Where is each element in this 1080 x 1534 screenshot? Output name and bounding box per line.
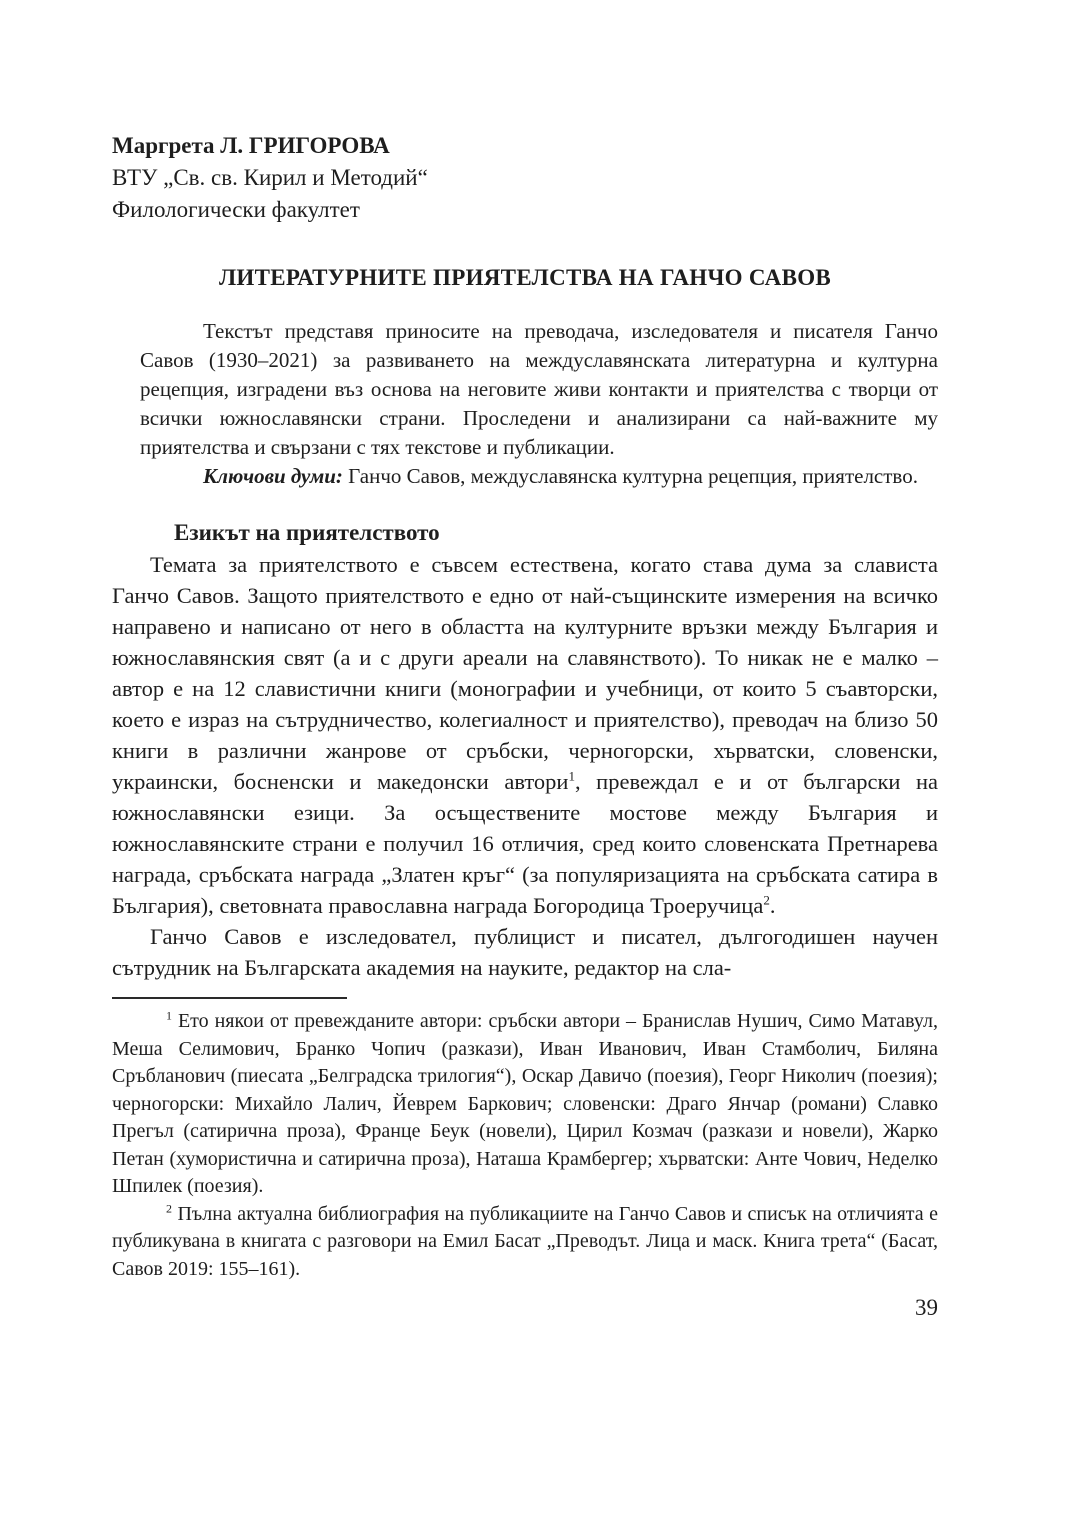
footnote-1-text: Ето някои от превежданите автори: сръбски автори – Бранислав Нушич, Симо Матавул, Меша Селимович, Бранко Чопич (разкази), Иван Иванович, Иван Стамболич, Биляна Сръбланович (пиесата „Белградска трилогия“), Оскар Давичо (поезия), Георг Николич (поезия); черногорски: Михайло Лалич, Йеврем Баркович; словенски: Драго Янчар (романи) Славко Прегъл (сатирична проза), Франце Беук (новели), Цирил Козмач (разкази и новели), Жарко Петан (хумористична и сатирична проза), Наташа Крамбергер; хърватски: Анте Чович, Неделко Шпилек (поезия). <box>112 1010 938 1197</box>
section-heading: Езикът на приятелството <box>174 520 440 545</box>
footnote-ref-1: 1 <box>568 768 576 784</box>
abstract-block <box>140 317 938 491</box>
keywords-text: Ганчо Савов, междуславянска културна рецепция, приятелство. <box>342 464 918 488</box>
keywords-label: Ключови думи: <box>203 464 343 488</box>
author-name: Маргрета Л. ГРИГОРОВА <box>112 133 390 158</box>
paragraph-text: , превеждал е и от български на южнославянски езици. За осъществените мостове между България и южнославянските страни е получил 16 отличия, сред които словенската Претнарева награда, сръбската награда „Златен кръг“ (за популяризацията на сръбската сатира в България), световната православна награда Богородица Троеручица <box>112 769 938 918</box>
page-number: 39 <box>915 1295 938 1320</box>
paragraph-text: Темата за приятелството е съвсем естествена, когато става дума за слависта Ганчо Савов. Защото приятелството е едно от най-същинските измерения на всичко направено и написано от него в областта на културните връзки между България и южнославянския свят (а и с други ареали на славянството). То никак не е малко – автор е на 12 славистични книги (монографии и учебници, от които 5 съавторски, което е израз на сътрудничество, колегиалност и приятелство), преводач на близо 50 книги в различни жанрове от сръбски, черногорски, хърватски, словенски, украински, босненски и македонски автори <box>112 552 938 794</box>
affiliation-faculty: Филологически факултет <box>112 197 360 222</box>
footnote-2-text: Пълна актуална библиография на публикациите на Ганчо Савов и списък на отличията е публикувана в книгата с разговори на Емил Басат „Преводът. Лица и маск. Книга трета“ (Басат, Савов 2019: 155–161). <box>112 1202 938 1280</box>
footnote-separator-rule <box>112 997 347 999</box>
abstract-paragraph: Текстът представя приносите на преводача, изследователя и писателя Ганчо Савов (1930–2021) за развиването на междуславянската литературна и културна рецепция, изградени въз основа на неговите живи контакти и приятелства с творци от всички южнославянски страни. Проследени и анализирани са най-важните му приятелства и свързани с тях текстове и публикации. <box>140 319 938 459</box>
body-paragraph-1 <box>112 549 938 921</box>
footnotes-block <box>112 1008 938 1283</box>
body-paragraph-2: Ганчо Савов е изследовател, публицист и писател, дългогодишен научен сътрудник на Българската академия на науките, редактор на сла- <box>112 924 938 980</box>
paragraph-text: . <box>769 893 776 918</box>
article-title: ЛИТЕРАТУРНИТЕ ПРИЯТЕЛСТВА НА ГАНЧО САВОВ <box>218 265 832 290</box>
footnote-1 <box>112 1008 938 1201</box>
keywords-paragraph <box>140 462 938 491</box>
footnote-1-number: 1 <box>166 1008 172 1023</box>
document-header <box>112 130 938 226</box>
footnote-ref-2: 2 <box>763 892 770 908</box>
page-content <box>112 130 938 1321</box>
affiliation-university: ВТУ „Св. св. Кирил и Методий“ <box>112 165 428 190</box>
footnote-2 <box>112 1201 938 1284</box>
footnote-2-number: 2 <box>166 1200 172 1215</box>
